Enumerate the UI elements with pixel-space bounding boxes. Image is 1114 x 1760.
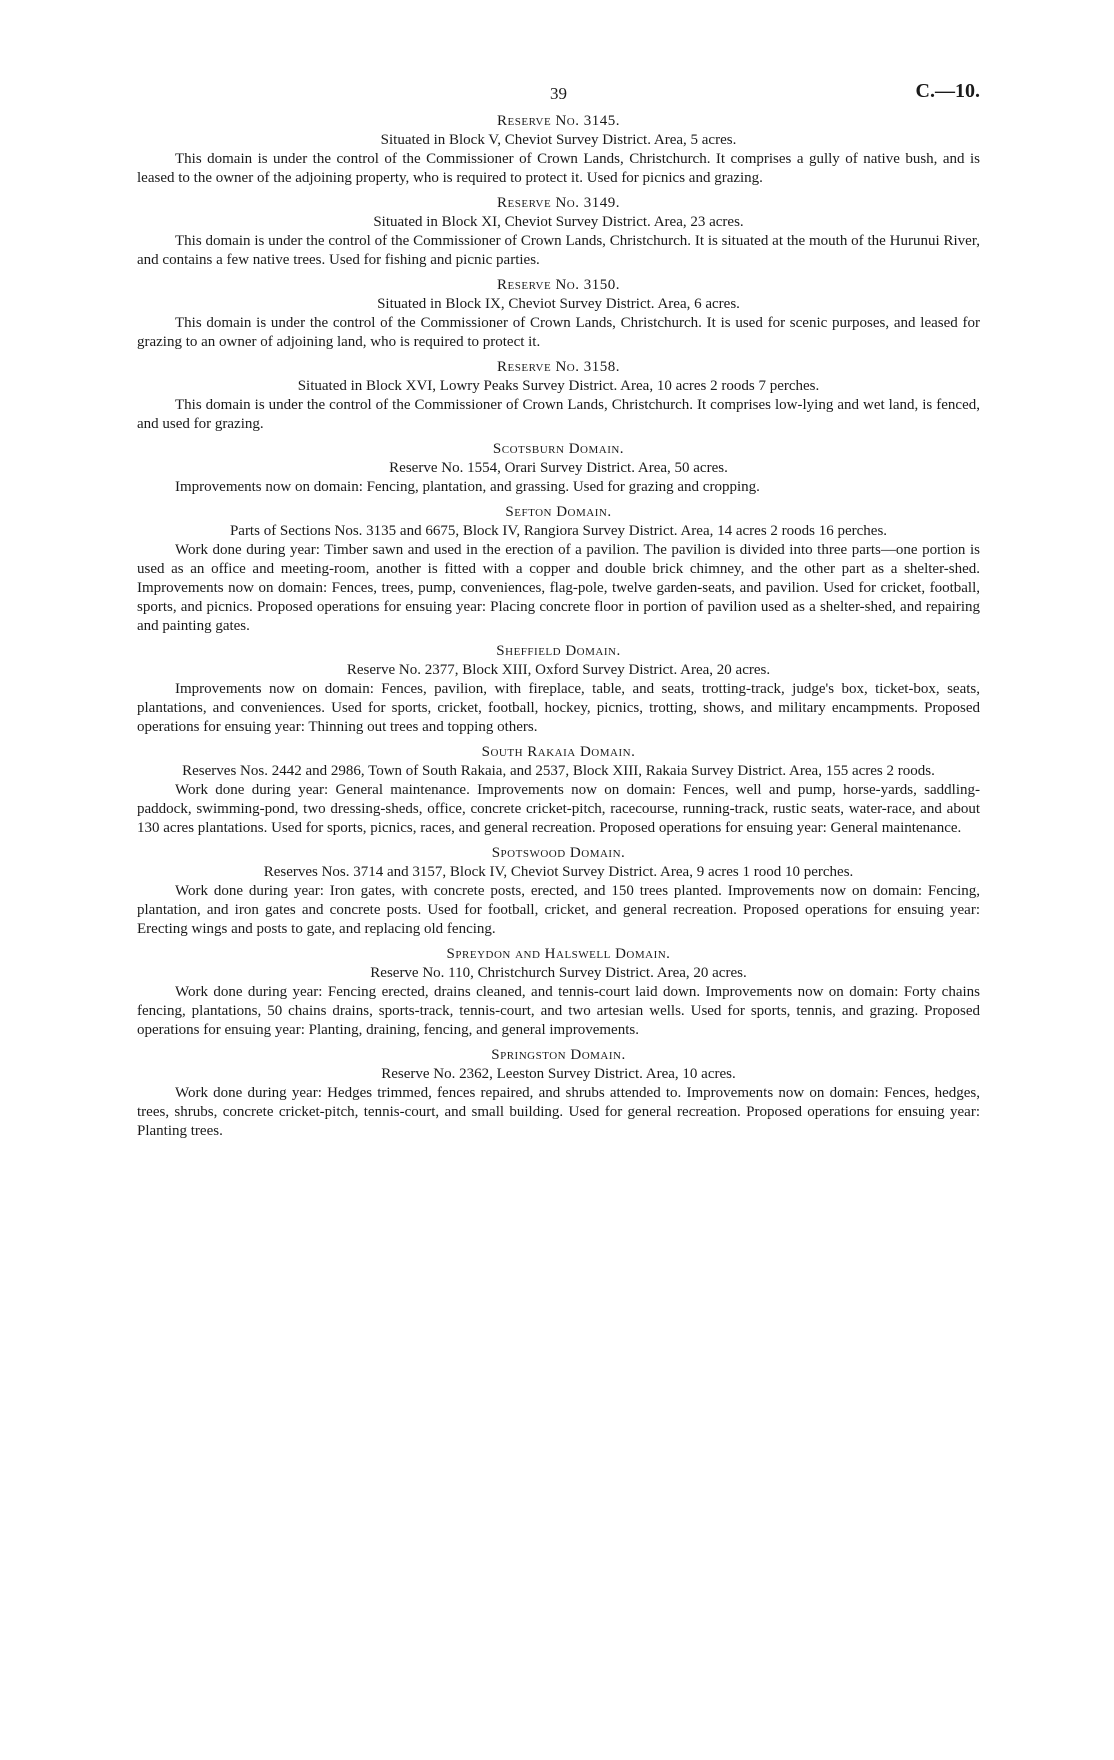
domain-section: [137, 844, 980, 939]
section-body: Work done during year: Fencing erected, drains cleaned, and tennis-court laid down. Improvements now on domain: Forty chains fencing, plantations, 50 chains drains, sports-track, tennis-court, and two artesian wells. Used for sports, tennis, and grazing. Proposed operations for ensuing year: Planting, draining, fencing, and general improvements.: [137, 984, 980, 1038]
section-location: Parts of Sections Nos. 3135 and 6675, Block IV, Rangiora Survey District. Area, 14 acres 2 roods 16 perches.: [229, 523, 888, 539]
section-location: Situated in Block V, Cheviot Survey District. Area, 5 acres.: [380, 132, 737, 148]
page-header: [137, 80, 980, 108]
section-body: Work done during year: Timber sawn and used in the erection of a pavilion. The pavilion is divided into three parts—one portion is used as an office and meeting-room, another is fitted with a copper and double brick chimney, and the other part as a shelter-shed. Improvements now on domain: Fences, trees, pump, conveniences, flag-pole, twelve garden-seats, and pavilion. Used for cricket, football, sports, and picnics. Proposed operations for ensuing year: Placing concrete floor in portion of pavilion used as a shelter-shed, and repairing and painting gates.: [137, 542, 980, 634]
domain-section: [137, 642, 980, 737]
domain-section: [137, 945, 980, 1040]
section-location: Situated in Block IX, Cheviot Survey District. Area, 6 acres.: [377, 296, 740, 312]
section-heading: Reserve No. 3150.: [497, 277, 620, 293]
section-body: Work done during year: General maintenance. Improvements now on domain: Fences, well and pump, horse-yards, saddling-paddock, swimming-pond, two dressing-sheds, office, concrete cricket-pitch, racecourse, running-track, rustic seats, water-race, and about 130 acres plantations. Used for sports, picnics, races, and general recreation. Proposed operations for ensuing year: General maintenance.: [137, 782, 980, 836]
section-body: This domain is under the control of the Commissioner of Crown Lands, Christchurch. It is situated at the mouth of the Hurunui River, and contains a few native trees. Used for fishing and picnic parties.: [137, 233, 980, 268]
document-reference: C.—10.: [915, 80, 980, 102]
section-heading: Scotsburn Domain.: [492, 441, 625, 457]
domain-section: [137, 743, 980, 838]
section-heading: Spreydon and Halswell Domain.: [446, 946, 671, 962]
section-location: Reserve No. 2377, Block XIII, Oxford Survey District. Area, 20 acres.: [346, 662, 771, 678]
section-body: This domain is under the control of the Commissioner of Crown Lands, Christchurch. It comprises low-lying and wet land, is fenced, and used for grazing.: [137, 397, 980, 432]
page-number: 39: [550, 84, 567, 103]
section-heading: Reserve No. 3145.: [497, 113, 620, 129]
sections-container: [137, 112, 980, 1141]
section-body: This domain is under the control of the Commissioner of Crown Lands, Christchurch. It comprises a gully of native bush, and is leased to the owner of the adjoining property, who is required to protect it. Used for picnics and grazing.: [137, 151, 980, 186]
domain-section: [137, 503, 980, 636]
section-location: Reserve No. 2362, Leeston Survey District. Area, 10 acres.: [381, 1066, 736, 1082]
section-heading: Spotswood Domain.: [491, 845, 626, 861]
section-body: Work done during year: Iron gates, with concrete posts, erected, and 150 trees planted. Improvements now on domain: Fencing, plantation, and iron gates and concrete posts. Used for football, cricket, and general recreation. Proposed operations for ensuing year: Erecting wings and posts to gate, and replacing old fencing.: [137, 883, 980, 937]
section-body: This domain is under the control of the Commissioner of Crown Lands, Christchurch. It is used for scenic purposes, and leased for grazing to an owner of adjoining land, who is required to protect it.: [137, 315, 980, 350]
section-heading: South Rakaia Domain.: [481, 744, 636, 760]
document-page: [137, 80, 980, 1141]
section-body: Improvements now on domain: Fencing, plantation, and grassing. Used for grazing and cropping.: [175, 479, 760, 495]
section-heading: Springston Domain.: [491, 1047, 626, 1063]
section-location: Reserves Nos. 3714 and 3157, Block IV, Cheviot Survey District. Area, 9 acres 1 rood 10 perches.: [263, 864, 854, 880]
section-body: Work done during year: Hedges trimmed, fences repaired, and shrubs attended to. Improvements now on domain: Fences, hedges, trees, shrubs, concrete cricket-pitch, tennis-court, and small building. Used for general recreation. Proposed operations for ensuing year: Planting trees.: [137, 1085, 980, 1139]
domain-section: [137, 1046, 980, 1141]
section-heading: Sefton Domain.: [505, 504, 612, 520]
section-heading: Sheffield Domain.: [496, 643, 621, 659]
section-location: Reserve No. 110, Christchurch Survey District. Area, 20 acres.: [370, 965, 747, 981]
domain-section: [137, 276, 980, 352]
domain-section: [137, 440, 980, 497]
section-heading: Reserve No. 3158.: [497, 359, 620, 375]
domain-section: [137, 112, 980, 188]
domain-section: [137, 358, 980, 434]
section-heading: Reserve No. 3149.: [497, 195, 620, 211]
section-location: Situated in Block XI, Cheviot Survey District. Area, 23 acres.: [373, 214, 744, 230]
section-location: Reserves Nos. 2442 and 2986, Town of South Rakaia, and 2537, Block XIII, Rakaia Survey District. Area, 155 acres 2 roods.: [182, 763, 935, 779]
section-body: Improvements now on domain: Fences, pavilion, with fireplace, table, and seats, trotting-track, judge's box, ticket-box, seats, plantations, and conveniences. Used for sports, cricket, football, hockey, picnics, trotting, shows, and military encampments. Proposed operations for ensuing year: Thinning out trees and topping others.: [137, 681, 980, 735]
section-location: Situated in Block XVI, Lowry Peaks Survey District. Area, 10 acres 2 roods 7 perches.: [297, 378, 820, 394]
domain-section: [137, 194, 980, 270]
section-location: Reserve No. 1554, Orari Survey District. Area, 50 acres.: [389, 460, 728, 476]
